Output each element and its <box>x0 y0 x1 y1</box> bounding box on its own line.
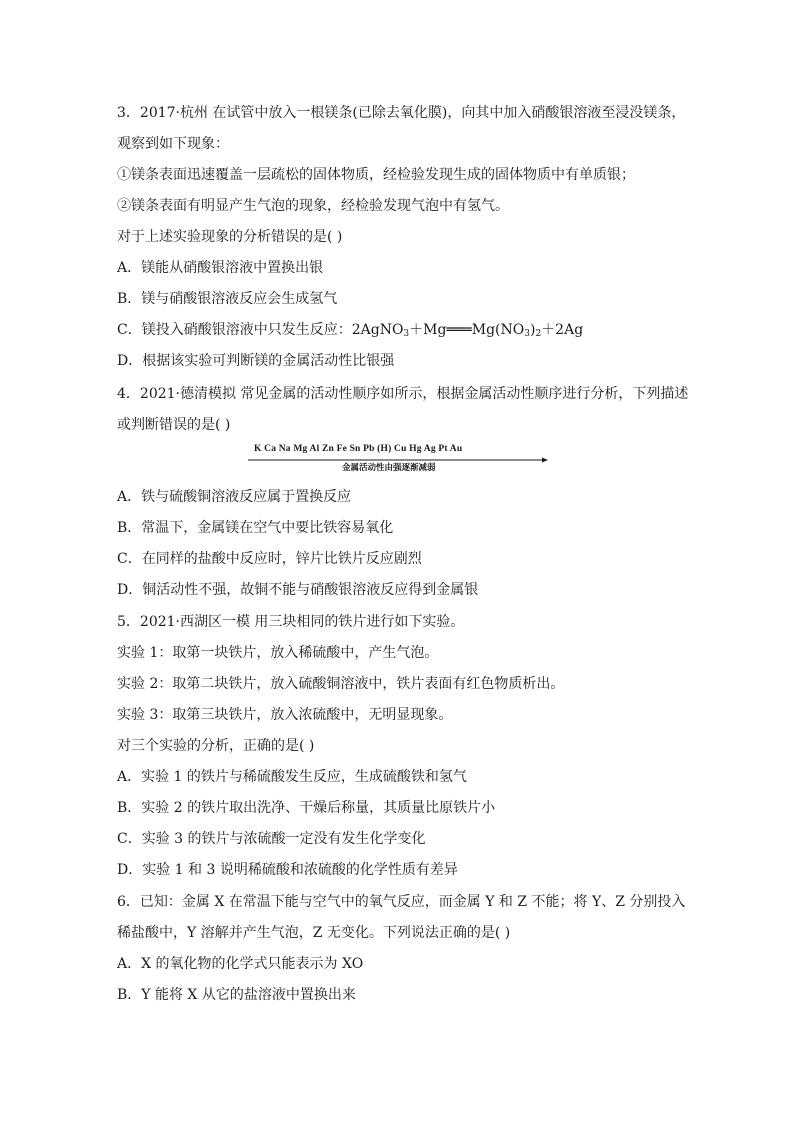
q4-option-c[interactable]: C．在同样的盐酸中反应时，锌片比铁片反应剧烈 <box>117 551 422 567</box>
q6-option-b[interactable]: B．Y 能将 X 从它的盐溶液中置换出来 <box>117 987 356 1003</box>
activity-series-caption: 金属活动性由强逐渐减弱 <box>342 463 436 473</box>
q3-option-b[interactable]: B．镁与硝酸银溶液反应会生成氢气 <box>117 291 338 307</box>
q3-option-c-sub-1: 3 <box>403 329 410 339</box>
q3-option-c-text-3: ) <box>529 322 536 338</box>
q3-question: 对于上述实验现象的分析错误的是( ) <box>117 229 343 245</box>
q3-observation-1: ①镁条表面迅速覆盖一层疏松的固体物质，经检验发现生成的固体物质中有单质银； <box>117 167 635 183</box>
q3-stem-line1: 3．2017·杭州 在试管中放入一根镁条(已除去氧化膜)，向其中加入硝酸银溶液至浸没镁条， <box>117 105 686 121</box>
q4-option-d[interactable]: D．铜活动性不强，故铜不能与硝酸银溶液反应得到金属银 <box>117 582 479 598</box>
q5-option-b[interactable]: B．实验 2 的铁片取出洗净、干燥后称量，其质量比原铁片小 <box>117 800 496 816</box>
q5-option-a[interactable]: A．实验 1 的铁片与稀硫酸发生反应，生成硫酸铁和氢气 <box>117 769 467 785</box>
q4-option-b[interactable]: B．常温下，金属镁在空气中要比铁容易氧化 <box>117 520 394 536</box>
q5-experiment-2: 实验 2：取第二块铁片，放入硫酸铜溶液中，铁片表面有红色物质析出。 <box>117 676 565 692</box>
q3-stem-line2: 观察到如下现象： <box>117 136 229 152</box>
q3-observation-2: ②镁条表面有明显产生气泡的现象，经检验发现气泡中有氢气。 <box>117 198 509 214</box>
q4-stem-line1: 4．2021·德清模拟 常见金属的活动性顺序如所示，根据金属活动性顺序进行分析，下列描述 <box>117 386 689 402</box>
q3-option-c-text-1: C．镁投入硝酸银溶液中只发生反应：2AgNO <box>117 322 404 338</box>
q6-option-a[interactable]: A．X 的氧化物的化学式只能表示为 XO <box>117 956 364 972</box>
q4-option-a[interactable]: A．铁与硫酸铜溶液反应属于置换反应 <box>117 489 352 505</box>
q5-stem: 5．2021·西湖区一模 用三块相同的铁片进行如下实验。 <box>117 614 465 630</box>
q6-stem-line2: 稀盐酸中，Y 溶解并产生气泡，Z 无变化。下列说法正确的是( ) <box>117 925 511 941</box>
q3-option-d[interactable]: D．根据该实验可判断镁的金属活动性比银强 <box>117 353 395 369</box>
q5-option-d[interactable]: D．实验 1 和 3 说明稀硫酸和浓硫酸的化学性质有差异 <box>117 862 458 878</box>
q5-experiment-1: 实验 1：取第一块铁片，放入稀硫酸中，产生气泡。 <box>117 645 439 661</box>
activity-series-figure <box>248 444 548 474</box>
q4-stem-line2: 或判断错误的是( ) <box>117 417 231 433</box>
q5-question: 对三个实验的分析，正确的是( ) <box>117 738 315 754</box>
q5-experiment-3: 实验 3：取第三块铁片，放入浓硫酸中，无明显现象。 <box>117 707 453 723</box>
q3-option-c-text-4: ＋2Ag <box>541 322 584 338</box>
q5-option-c[interactable]: C．实验 3 的铁片与浓硫酸一定没有发生化学变化 <box>117 831 426 847</box>
q3-option-c-text-2: ＋Mg═══Mg(NO <box>409 322 525 338</box>
q3-option-a[interactable]: A．镁能从硝酸银溶液中置换出银 <box>117 260 324 276</box>
q3-option-c-sub-3: 2 <box>535 329 542 339</box>
activity-series-metals: K Ca Na Mg Al Zn Fe Sn Pb (H) Cu Hg Ag Pt Au <box>254 444 463 454</box>
q3-option-c-sub-2: 3 <box>524 329 530 339</box>
q3-option-c[interactable] <box>117 320 687 340</box>
q6-stem-line1: 6．已知：金属 X 在常温下能与空气中的氧气反应，而金属 Y 和 Z 不能；将 Y、Z 分别投入 <box>117 894 686 910</box>
